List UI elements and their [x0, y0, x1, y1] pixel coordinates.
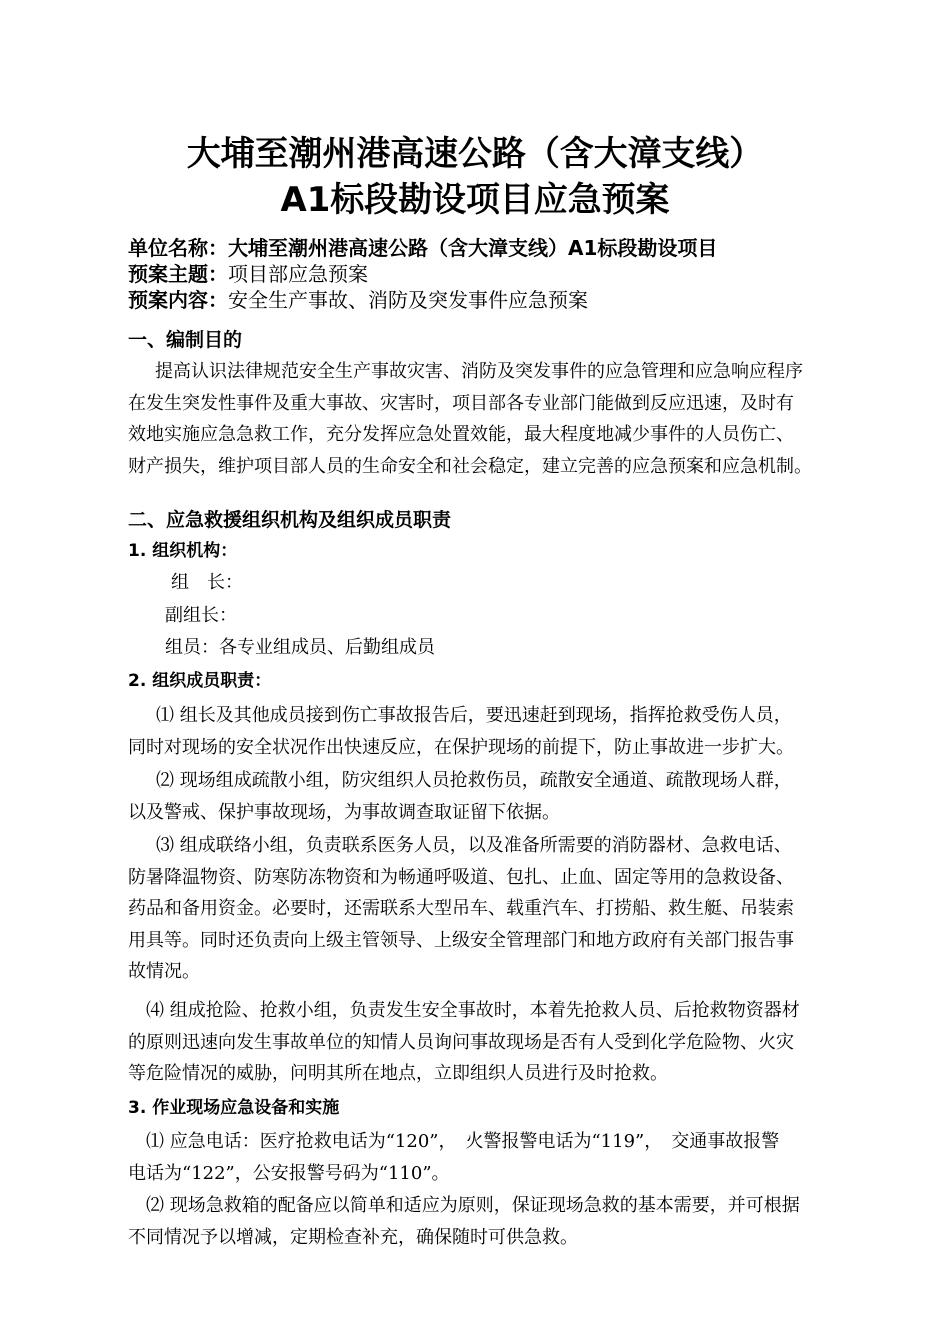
paragraph-line: 提高认识法律规范安全生产事故灾害、消防及突发事件的应急管理和应急响应程序 — [155, 361, 803, 382]
section1-paragraph — [128, 356, 852, 482]
document-title-line1: 大埔至潮州港高速公路（含大漳支线） — [186, 134, 764, 173]
meta-content-value: 安全生产事故、消防及突发事件应急预案 — [228, 288, 588, 312]
section1-heading: 一、编制目的 — [128, 329, 243, 351]
paragraph-line: ⑵ 现场组成疏散小组，防灾组织人员抢救伤员，疏散安全通道、疏散现场人群， — [156, 770, 792, 791]
paragraph-line: 在发生突发性事件及重大事故、灾害时，项目部各专业部门能做到反应迅速，及时有 — [128, 392, 794, 414]
sub3-heading: 3. 作业现场应急设备和实施 — [128, 1098, 340, 1118]
duty-item-4 — [128, 995, 852, 1090]
meta-unit — [128, 235, 717, 261]
paragraph-line: ⑵ 现场急救箱的配备应以简单和适应为原则，保证现场急救的基本需要，并可根据 — [146, 1195, 800, 1216]
meta-content — [128, 287, 588, 313]
paragraph-line: 故情况。 — [128, 961, 200, 982]
document-title-line2: A1标段勘设项目应急预案 — [280, 180, 670, 219]
equipment-item-2 — [128, 1190, 852, 1253]
org-members: 组员：各专业组成员、后勤组成员 — [165, 637, 435, 658]
paragraph-line: ⑴ 应急电话：医疗抢救电话为“120”， 火警报警电话为“119”， 交通事故报警 — [146, 1131, 780, 1152]
paragraph-line: 同时对现场的安全状况作出快速反应，在保护现场的前提下，防止事故进一步扩大。 — [128, 736, 794, 758]
meta-theme-value: 项目部应急预案 — [228, 262, 368, 286]
paragraph-line: 效地实施应急急救工作，充分发挥应急处置效能，最大程度地减少事件的人员伤亡、 — [128, 424, 794, 445]
paragraph-line: 电话为“122”，公安报警号码为“110”。 — [128, 1162, 450, 1184]
meta-theme — [128, 261, 368, 287]
paragraph-line: ⑴ 组长及其他成员接到伤亡事故报告后，要迅速赶到现场，指挥抢救受伤人员， — [156, 705, 792, 726]
paragraph-line: 防暑降温物资、防寒防冻物资和为畅通呼吸道、包扎、止血、固定等用的急救设备、 — [128, 866, 794, 888]
section2-heading: 二、应急救援组织机构及组织成员职责 — [128, 509, 452, 531]
paragraph-line: ⑷ 组成抢险、抢救小组，负责发生安全事故时，本着先抢救人员、后抢救物资器材 — [146, 1000, 800, 1021]
org-leader: 组 长： — [171, 572, 243, 593]
duty-item-3 — [128, 830, 852, 988]
sub2-heading: 2. 组织成员职责： — [128, 671, 272, 691]
equipment-item-1 — [128, 1126, 852, 1189]
sub1-heading: 1. 组织机构： — [128, 541, 238, 561]
duty-item-2 — [128, 765, 852, 828]
meta-unit-value: 大埔至潮州港高速公路（含大漳支线）A1标段勘设项目 — [228, 236, 718, 260]
paragraph-line: 以及警戒、保护事故现场，为事故调查取证留下依据。 — [128, 801, 560, 823]
meta-content-label: 预案内容： — [128, 288, 228, 312]
paragraph-line: 用具等。同时还负责向上级主管领导、上级安全管理部门和地方政府有关部门报告事 — [128, 929, 794, 951]
paragraph-line: 不同情况予以增减，定期检查补充，确保随时可供急救。 — [128, 1226, 578, 1248]
paragraph-line: 财产损失，维护项目部人员的生命安全和社会稳定，建立完善的应急预案和应急机制。 — [128, 455, 812, 477]
meta-unit-label: 单位名称： — [128, 236, 228, 260]
paragraph-line: 药品和备用资金。必要时，还需联系大型吊车、载重汽车、打捞船、救生艇、吊装索 — [128, 898, 794, 919]
paragraph-line: ⑶ 组成联络小组，负责联系医务人员，以及准备所需要的消防器材、急救电话、 — [156, 835, 792, 856]
paragraph-line: 的原则迅速向发生事故单位的知情人员询问事故现场是否有人受到化学危险物、火灾 — [128, 1031, 794, 1053]
meta-theme-label: 预案主题： — [128, 262, 228, 286]
org-deputy: 副组长： — [165, 605, 237, 626]
duty-item-1 — [128, 700, 852, 763]
paragraph-line: 等危险情况的威胁，问明其所在地点，立即组织人员进行及时抢救。 — [128, 1063, 668, 1084]
